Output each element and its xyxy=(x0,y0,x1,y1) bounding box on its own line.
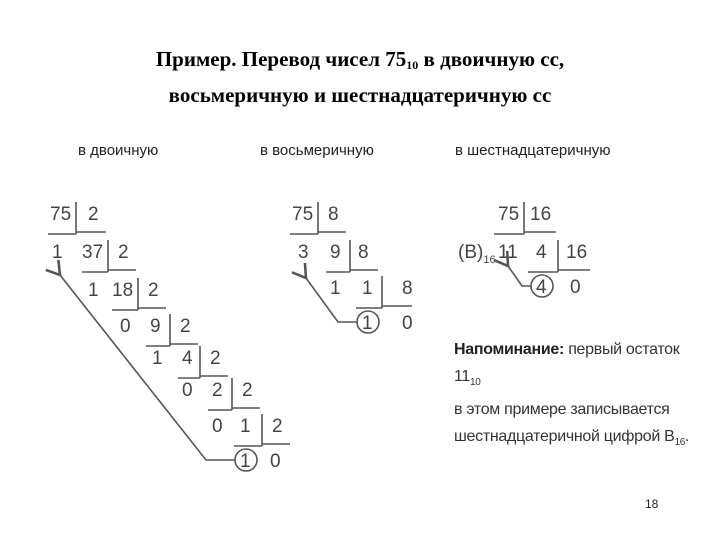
hex-remainder-label: $(B)_{16}$ xyxy=(458,242,496,266)
note-bold-label: Напоминание: xyxy=(454,341,565,358)
binary-division xyxy=(48,202,290,472)
binary-dividend: 18 xyxy=(112,280,134,301)
hex-remainder: 4 xyxy=(536,277,547,298)
hex-divisor: 16 xyxy=(566,242,588,263)
hex-remainder: 11 xyxy=(498,242,518,263)
reminder-note xyxy=(454,336,704,456)
binary-remainder: 1 xyxy=(240,451,251,472)
hex-dividend: 4 xyxy=(536,242,547,263)
binary-divisor: 2 xyxy=(118,242,129,263)
binary-read-arrow xyxy=(60,275,235,460)
page-number: 18 xyxy=(645,497,659,511)
octal-divisor: 8 xyxy=(358,242,369,263)
octal-remainder: 1 xyxy=(362,313,373,334)
binary-divisor: 2 xyxy=(272,416,283,437)
binary-dividend: 4 xyxy=(182,348,193,369)
octal-division xyxy=(290,202,413,334)
hex-last-quotient: 0 xyxy=(570,277,581,298)
octal-divisor: 8 xyxy=(328,204,339,225)
binary-divisor: 2 xyxy=(148,280,159,301)
hex-division xyxy=(458,202,590,298)
octal-divisor: 8 xyxy=(402,278,413,299)
binary-remainder: 1 xyxy=(88,280,99,301)
binary-remainder: 0 xyxy=(120,316,131,337)
octal-remainder: 3 xyxy=(298,242,309,263)
hex-read-arrow xyxy=(508,266,531,286)
binary-divisor: 2 xyxy=(210,348,221,369)
binary-last-quotient: 0 xyxy=(270,451,281,472)
binary-dividend: 75 xyxy=(50,204,72,225)
title-line2: восьмеричную и шестнадцатеричную сс xyxy=(168,83,552,107)
octal-column-label: в восьмеричную xyxy=(260,142,374,159)
octal-dividend: 9 xyxy=(330,242,341,263)
binary-remainder: 0 xyxy=(212,416,223,437)
binary-remainder: 0 xyxy=(182,380,193,401)
octal-dividend: 1 xyxy=(362,278,373,299)
octal-last-quotient: 0 xyxy=(402,313,413,334)
hex-dividend: 75 xyxy=(498,204,520,225)
binary-dividend: 9 xyxy=(150,316,161,337)
binary-dividend: 2 xyxy=(212,380,223,401)
octal-dividend: 75 xyxy=(292,204,314,225)
binary-remainder: 1 xyxy=(52,242,63,263)
binary-divisor: 2 xyxy=(242,380,253,401)
hex-divisor: 16 xyxy=(530,204,552,225)
binary-remainder: 1 xyxy=(152,348,163,369)
note-line3: шестнадцатеричной цифрой $B_{16}$. xyxy=(454,428,690,449)
binary-divisor: 2 xyxy=(180,316,191,337)
note-line2: в этом примере записывается xyxy=(454,401,670,419)
binary-dividend: 37 xyxy=(82,242,104,263)
binary-column-label: в двоичную xyxy=(78,142,159,159)
binary-divisor: 2 xyxy=(88,204,99,225)
title-line1: Пример. Перевод чисел $75_{10}$ в двоичную сс, xyxy=(155,47,565,72)
octal-remainder: 1 xyxy=(330,278,341,299)
note-line1: Напоминание: первый остаток $11_{10}$ xyxy=(454,341,680,389)
binary-dividend: 1 xyxy=(240,416,251,437)
hex-column-label: в шестнадцатеричную xyxy=(455,142,611,159)
